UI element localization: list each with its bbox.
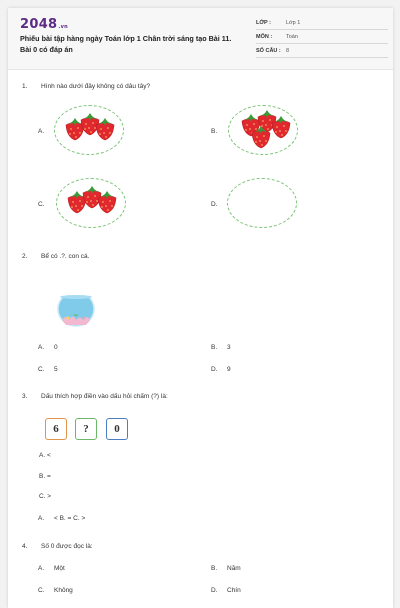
strawberry-group-b bbox=[229, 106, 299, 156]
strawberry-group-d bbox=[228, 179, 298, 229]
q1-option-d-image[interactable] bbox=[227, 178, 297, 228]
question-mark-box: ? bbox=[75, 418, 97, 440]
q1-option-a-label[interactable]: A. bbox=[38, 128, 45, 135]
q3-symbol-less-than: A. < bbox=[39, 452, 51, 459]
site-logo[interactable]: 2048.vn bbox=[20, 17, 69, 32]
worksheet-title: Phiếu bài tập hàng ngày Toán lớp 1 Chân trời sáng tạo Bài 11. Bài 0 có đáp án bbox=[20, 34, 232, 54]
meta-subject: MÔN : Toán bbox=[256, 32, 388, 44]
q1-option-c-label[interactable]: C. bbox=[38, 201, 45, 208]
strawberries-drawing bbox=[229, 106, 299, 156]
q2-option-a[interactable]: A. 0 bbox=[38, 344, 58, 351]
q2-option-d[interactable]: D. 9 bbox=[211, 366, 231, 373]
strawberry-group-a bbox=[55, 106, 125, 156]
strawberry-icon bbox=[83, 186, 101, 208]
number-box-6: 6 bbox=[45, 418, 67, 440]
question-3: 3. Dấu thích hợp điền vào dấu hỏi chấm (?) là: bbox=[22, 393, 168, 400]
q1-option-b-label[interactable]: B. bbox=[211, 128, 218, 135]
q1-option-a-image[interactable] bbox=[54, 105, 124, 155]
q3-symbol-equal: B. = bbox=[39, 473, 51, 480]
q4-option-d[interactable]: D. Chín bbox=[211, 587, 241, 594]
meta-question-count: SỐ CÂU : 8 bbox=[256, 46, 388, 58]
question-2: 2. Bể có .?. con cá. bbox=[22, 253, 90, 260]
q2-option-c[interactable]: C. 5 bbox=[38, 366, 58, 373]
meta-grade: LỚP : Lớp 1 bbox=[256, 18, 388, 30]
strawberries-drawing bbox=[57, 179, 127, 229]
q4-option-c[interactable]: C. Không bbox=[38, 587, 73, 594]
number-box-0: 0 bbox=[106, 418, 128, 440]
q1-option-c-image[interactable] bbox=[56, 178, 126, 228]
fish-tank-icon bbox=[56, 288, 96, 328]
q2-option-b[interactable]: B. 3 bbox=[211, 344, 231, 351]
question-4: 4. Số 0 được đọc là: bbox=[22, 543, 93, 550]
q4-option-a[interactable]: A. Một bbox=[38, 565, 65, 572]
q3-option-a[interactable]: A. < B. = C. > bbox=[38, 515, 86, 522]
q4-option-b[interactable]: B. Năm bbox=[211, 565, 241, 572]
strawberry-group-c bbox=[57, 179, 127, 229]
worksheet-page bbox=[8, 8, 393, 608]
question-1: 1. Hình nào dưới đây không có dâu tây? bbox=[22, 83, 151, 90]
q1-option-d-label[interactable]: D. bbox=[211, 201, 218, 208]
strawberries-drawing bbox=[55, 106, 125, 156]
worksheet-header bbox=[8, 8, 393, 70]
q1-option-b-image[interactable] bbox=[228, 105, 298, 155]
strawberry-icon bbox=[81, 113, 99, 135]
q3-symbol-greater-than: C. > bbox=[39, 493, 52, 500]
